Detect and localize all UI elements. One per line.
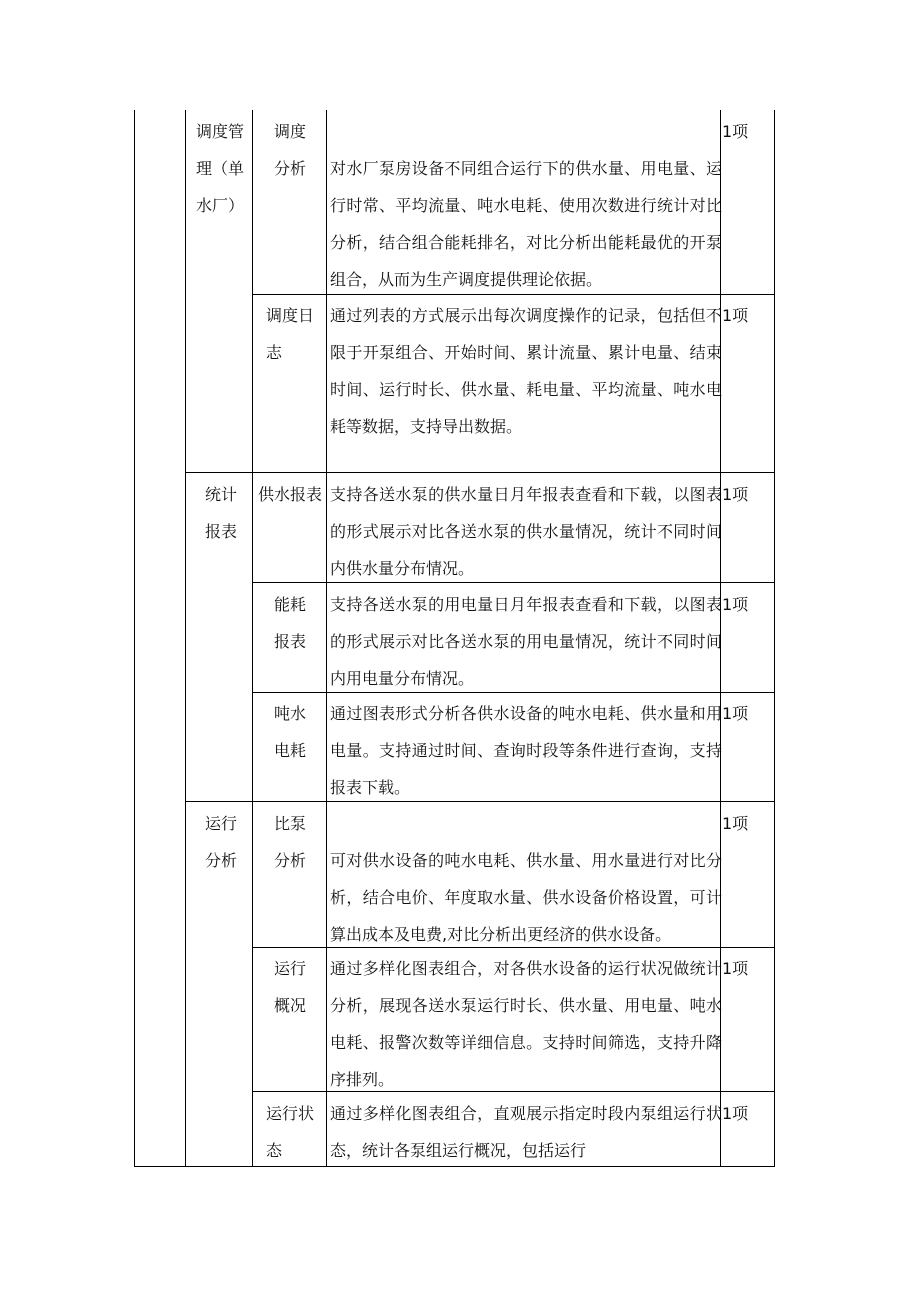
subcategory-cell: 供水报表 (257, 485, 322, 504)
subcategory-cell: 能耗 报表 (273, 595, 306, 651)
table-column-divider (326, 110, 327, 1167)
description-cell: 支持各送水泵的供水量日月年报表查看和下载，以图表的形式展示对比各送水泵的供水量情况，统计不同时间内供水量分布情况。 (330, 485, 722, 578)
subcategory-cell: 吨水 电耗 (273, 704, 306, 760)
subcategory-cell: 比泵 分析 (273, 814, 306, 870)
description-cell: 对水厂泵房设备不同组合运行下的供水量、用电量、运行时常、平均流量、吨水电耗、使用次数进行统计对比分析，结合组合能耗排名，对比分析出能耗最优的开泵组合，从而为生产调度提供理论依据。 (330, 159, 722, 289)
quantity-cell: 1项 (722, 485, 749, 504)
table-column-divider (252, 110, 253, 1167)
quantity-cell: 1项 (722, 306, 749, 325)
table-column-divider (185, 110, 186, 1167)
quantity-cell: 1项 (722, 1104, 749, 1123)
subcategory-cell: 运行 概况 (273, 959, 306, 1015)
quantity-cell: 1项 (722, 959, 749, 978)
quantity-cell: 1项 (722, 595, 749, 614)
category-cell: 统计 报表 (204, 485, 237, 541)
subcategory-cell: 调度 分析 (273, 122, 306, 178)
quantity-cell: 1项 (722, 122, 749, 141)
description-cell: 支持各送水泵的用电量日月年报表查看和下载，以图表的形式展示对比各送水泵的用电量情况，统计不同时间内用电量分布情况。 (330, 595, 722, 688)
description-cell: 通过图表形式分析各供水设备的吨水电耗、供水量和用电量。支持通过时间、查询时段等条件进行查询，支持报表下载。 (330, 704, 722, 797)
table-border-right (774, 110, 775, 1167)
description-cell: 可对供水设备的吨水电耗、供水量、用水量进行对比分析，结合电价、年度取水量、供水设备价格设置，可计算出成本及电费,对比分析出更经济的供水设备。 (330, 851, 722, 944)
subcategory-cell: 运行状态 (266, 1104, 315, 1160)
description-cell: 通过列表的方式展示出每次调度操作的记录，包括但不限于开泵组合、开始时间、累计流量、累计电量、结束时间、运行时长、供水量、耗电量、平均流量、吨水电耗等数据，支持导出数据。 (330, 306, 722, 436)
row-divider (185, 472, 775, 473)
subcategory-cell: 调度日志 (266, 306, 315, 362)
description-cell: 通过多样化图表组合，直观展示指定时段内泵组运行状态，统计各泵组运行概况，包括运行 (330, 1104, 722, 1160)
category-cell: 运行 分析 (204, 814, 237, 870)
category-cell: 调度管理（单水厂） (195, 122, 244, 215)
description-cell: 通过多样化图表组合，对各供水设备的运行状况做统计分析，展现各送水泵运行时长、供水量、用电量、吨水电耗、报警次数等详细信息。支持时间筛选，支持升降序排列。 (330, 959, 722, 1089)
quantity-cell: 1项 (722, 704, 749, 723)
table-border-left (134, 110, 135, 1167)
quantity-cell: 1项 (722, 814, 749, 833)
